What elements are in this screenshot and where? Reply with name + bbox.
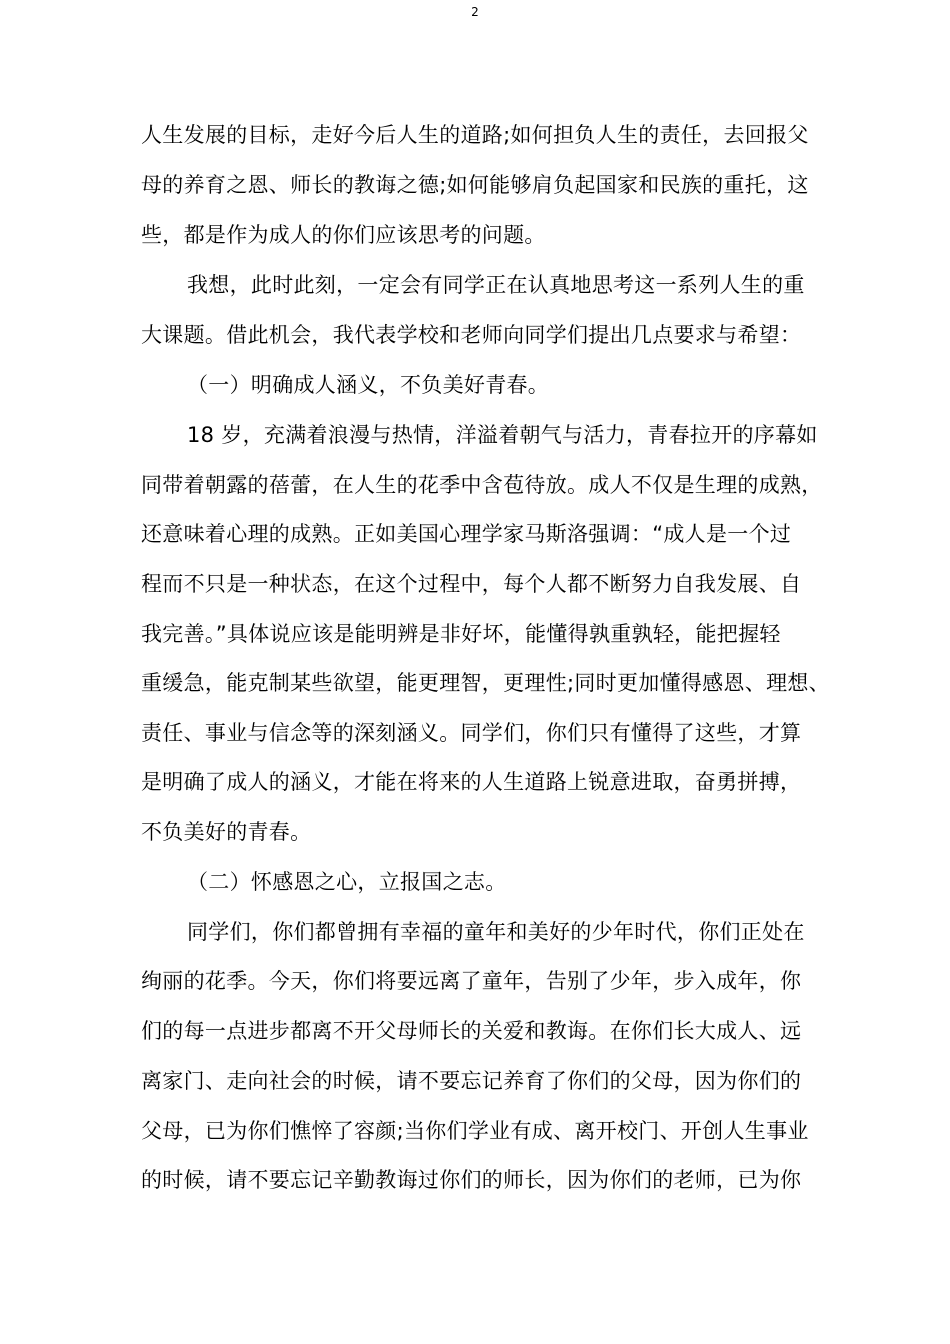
text-line: 责任、事业与信念等的深刻涵义。同学们，你们只有懂得了这些，才算	[141, 721, 802, 745]
text-line: 绚丽的花季。今天，你们将要远离了童年，告别了少年，步入成年，你	[141, 969, 802, 993]
section-heading-1: （一）明确成人涵义，不负美好青春。	[187, 373, 550, 397]
text-line: 离家门、走向社会的时候，请不要忘记养育了你们的父母，因为你们的	[141, 1069, 802, 1093]
paragraph-first-line: 我想，此时此刻，一定会有同学正在认真地思考这一系列人生的重	[187, 273, 805, 297]
text-line: 大课题。借此机会，我代表学校和老师向同学们提出几点要求与希望：	[141, 323, 802, 347]
text-line: 父母，已为你们憔悴了容颜;当你们学业有成、离开校门、开创人生事业	[141, 1119, 809, 1143]
text-line: 我完善。”具体说应该是能明辨是非好坏，能懂得孰重孰轻，能把握轻	[141, 622, 781, 646]
section-heading-2: （二）怀感恩之心，立报国之志。	[187, 870, 507, 894]
text-line: 重缓急，能克制某些欲望，能更理智，更理性;同时更加懂得感恩、理想、	[141, 671, 830, 695]
text-line: 人生发展的目标，走好今后人生的道路;如何担负人生的责任，去回报父	[141, 123, 809, 147]
text-line: 程而不只是一种状态，在这个过程中，每个人都不断努力自我发展、自	[141, 572, 802, 596]
text-line: 还意味着心理的成熟。正如美国心理学家马斯洛强调：“成人是一个过	[141, 522, 792, 546]
text-line: 不负美好的青春。	[141, 820, 312, 844]
paragraph-first-line: 18 岁，充满着浪漫与热情，洋溢着朝气与活力，青春拉开的序幕如	[187, 423, 818, 447]
text-line: 的时候，请不要忘记辛勤教诲过你们的师长，因为你们的老师，已为你	[141, 1168, 802, 1192]
text-line: 们的每一点进步都离不开父母师长的关爱和教诲。在你们长大成人、远	[141, 1019, 802, 1043]
text-line: 母的养育之恩、师长的教诲之德;如何能够肩负起国家和民族的重托，这	[141, 173, 809, 197]
page-number: 2	[471, 5, 479, 19]
text-line: 同带着朝露的蓓蕾，在人生的花季中含苞待放。成人不仅是生理的成熟，	[141, 473, 823, 497]
paragraph-first-line: 同学们，你们都曾拥有幸福的童年和美好的少年时代，你们正处在	[187, 920, 805, 944]
text-line: 些，都是作为成人的你们应该思考的问题。	[141, 223, 546, 247]
text-line: 是明确了成人的涵义，才能在将来的人生道路上锐意进取，奋勇拼搏，	[141, 770, 802, 794]
